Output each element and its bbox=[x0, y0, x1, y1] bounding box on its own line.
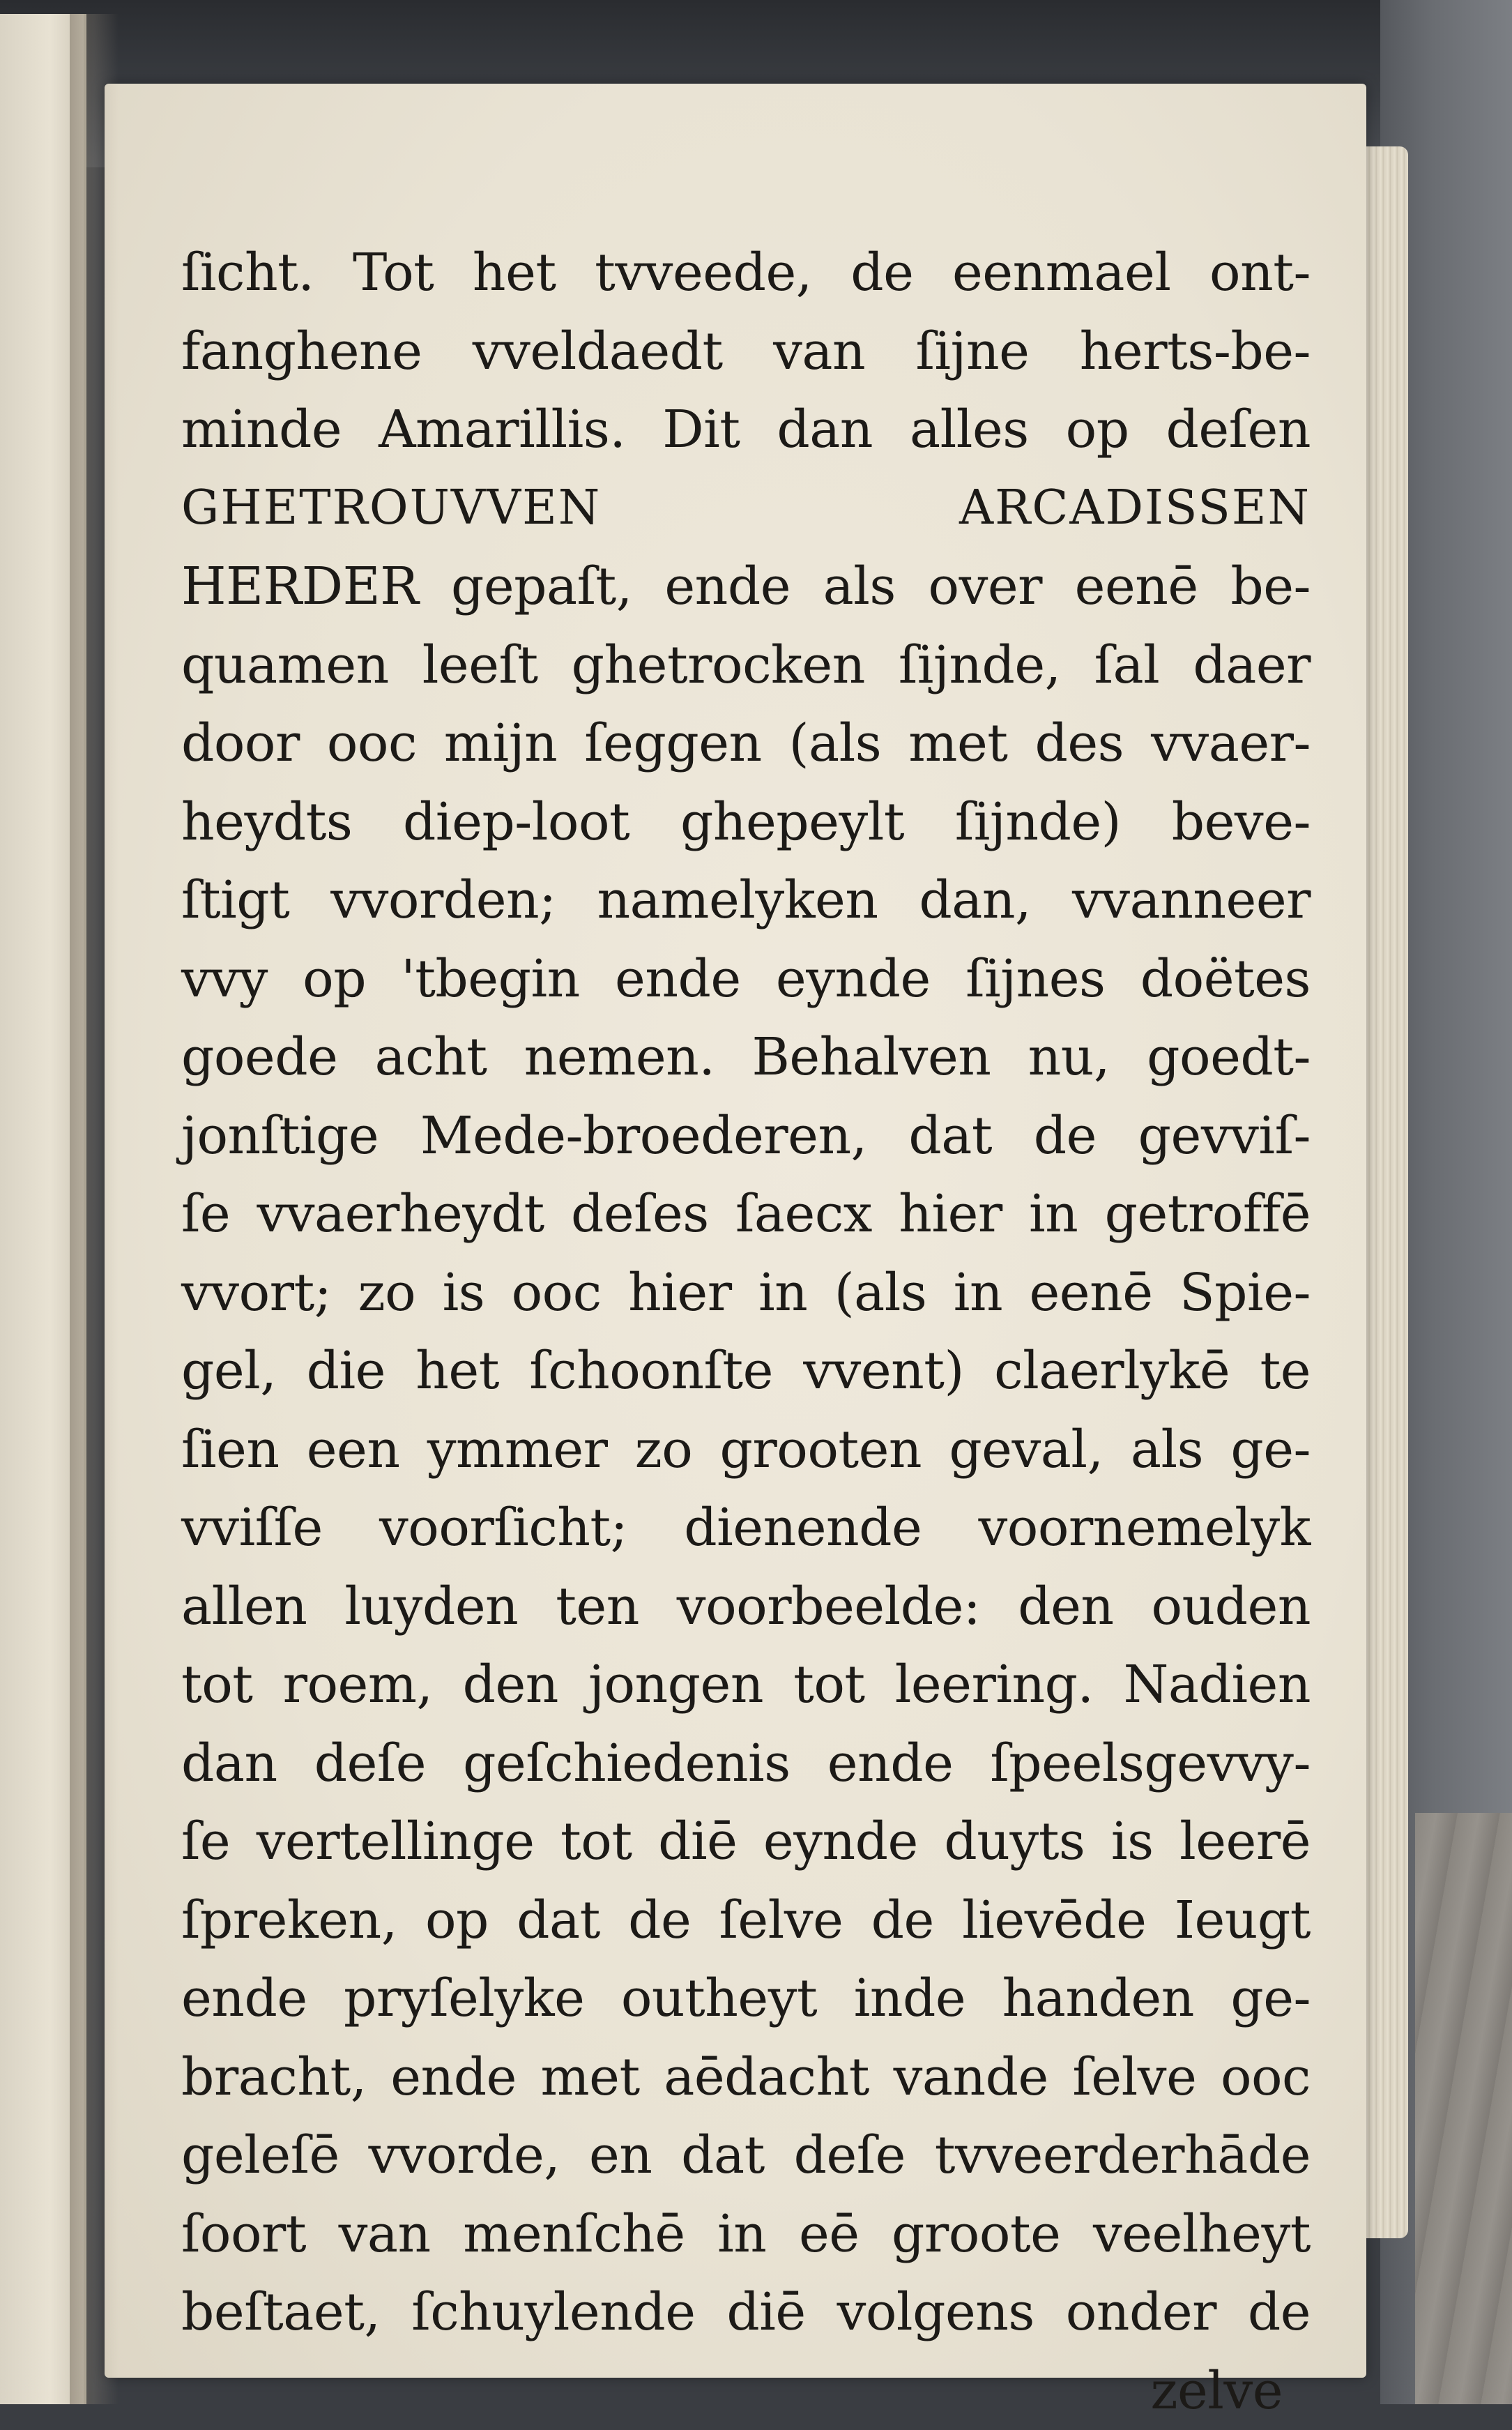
text-line: allen luyden ten voorbeelde: den ouden bbox=[181, 1567, 1311, 1646]
text-line: ſien een ymmer zo grooten geval, als ge- bbox=[181, 1411, 1311, 1489]
text-line: ſe vvaerheydt deſes ſaecx hier in getroffē bbox=[181, 1175, 1311, 1254]
text-line: vvort; zo is ooc hier in (als in eenē Spie- bbox=[181, 1254, 1311, 1332]
text-line: HERDER gepaſt, ende als over eenē be- bbox=[181, 547, 1311, 626]
text-line: bracht, ende met aēdacht vande ſelve ooc bbox=[181, 2038, 1311, 2117]
text-line: dan deſe geſchiedenis ende ſpeelsgevvy- bbox=[181, 1724, 1311, 1803]
text-line: fanghene vveldaedt van ſijne herts-be- bbox=[181, 312, 1311, 391]
text-line: GHETROUVVEN ARCADISSEN bbox=[181, 469, 1311, 548]
text-line: jonſtige Mede-broederen, dat de gevviſ- bbox=[181, 1097, 1311, 1176]
text-line: geleſē vvorde, en dat deſe tvveerderhāde bbox=[181, 2116, 1311, 2195]
text-line: ſpreken, op dat de ſelve de lievēde Ieugt bbox=[181, 1881, 1311, 1960]
text-line: tot roem, den jongen tot leering. Nadien bbox=[181, 1646, 1311, 1724]
text-line: beſtaet, ſchuylende diē volgens onder de bbox=[181, 2273, 1311, 2352]
text-line: door ooc mijn ſeggen (als met des vvaer- bbox=[181, 704, 1311, 783]
page-text-block bbox=[181, 234, 1311, 2430]
text-line: goede acht nemen. Behalven nu, goedt- bbox=[181, 1018, 1311, 1097]
text-line: heydts diep-loot ghepeylt ſijnde) beve- bbox=[181, 783, 1311, 862]
book-page bbox=[105, 84, 1366, 2378]
gutter-shadow bbox=[70, 14, 119, 2404]
catchword: zelve bbox=[181, 2352, 1311, 2430]
text-line: ende pryſelyke outheyt inde handen ge- bbox=[181, 1959, 1311, 2038]
text-line: vvy op 'tbegin ende eynde ſijnes doëtes bbox=[181, 940, 1311, 1019]
text-line: ſicht. Tot het tvveede, de eenmael ont- bbox=[181, 234, 1311, 312]
background-floor bbox=[1415, 1813, 1512, 2404]
text-line: ſe vertellinge tot diē eynde duyts is leerē bbox=[181, 1802, 1311, 1881]
text-line: quamen leeſt ghetrocken ſijnde, ſal daer bbox=[181, 626, 1311, 705]
text-line: minde Amarillis. Dit dan alles op deſen bbox=[181, 390, 1311, 469]
text-line: ſoort van menſchē in eē groote veelheyt bbox=[181, 2195, 1311, 2274]
text-line: ſtigt vvorden; namelyken dan, vvanneer bbox=[181, 861, 1311, 940]
text-line: vviſſe voorſicht; dienende voornemelyk bbox=[181, 1489, 1311, 1567]
text-line: gel, die het ſchoonſte vvent) claerlykē te bbox=[181, 1332, 1311, 1411]
